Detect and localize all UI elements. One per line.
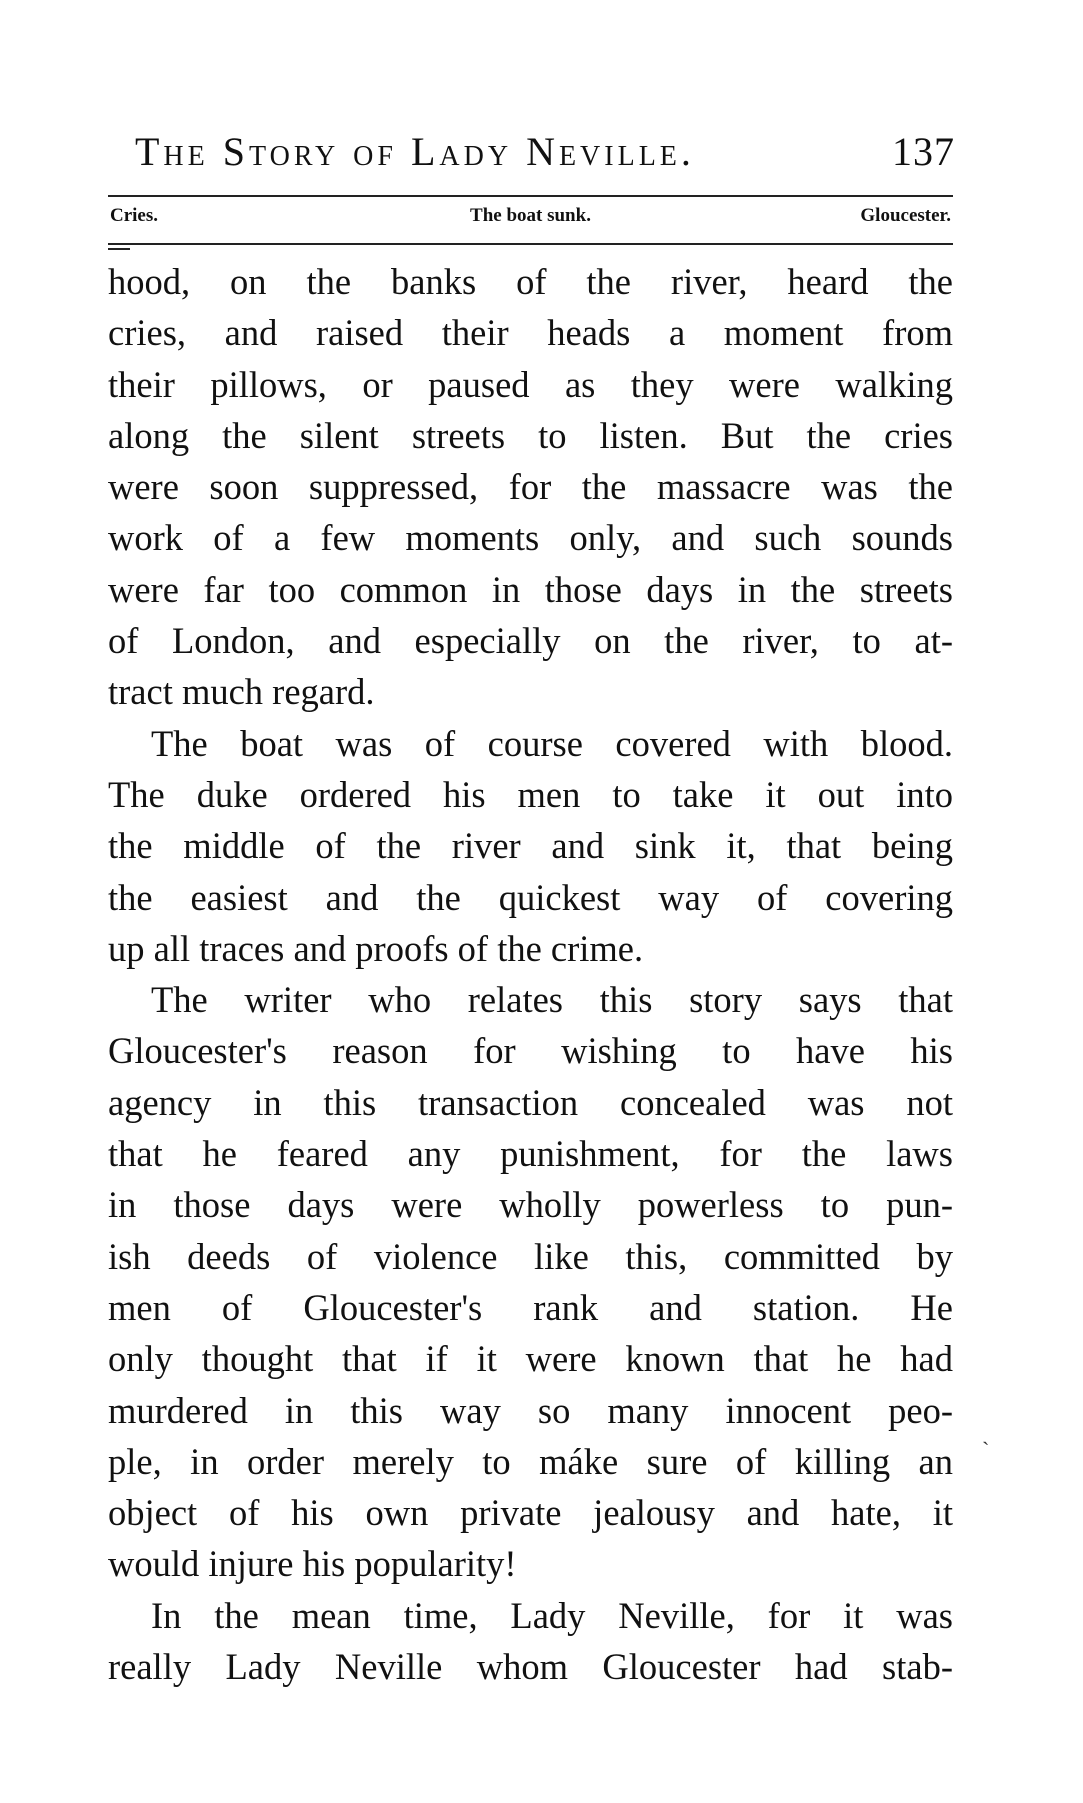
running-head	[135, 128, 955, 178]
text-line: Gloucester's reason for wishing to have his	[108, 1030, 953, 1072]
text-line: tract much regard.	[108, 671, 375, 713]
marginal-subheads	[108, 205, 953, 235]
text-line: that he feared any punishment, for the laws	[108, 1133, 953, 1175]
subhead-left: Cries.	[110, 205, 159, 226]
page-number: 137	[892, 129, 955, 174]
text-line: of London, and especially on the river, to at-	[108, 620, 953, 662]
text-line: object of his own private jealousy and hate, it	[108, 1492, 953, 1534]
text-line: would injure his popularity!	[108, 1543, 517, 1585]
rule-stub	[108, 248, 130, 250]
text-line: agency in this transaction concealed was not	[108, 1081, 953, 1123]
text-line: up all traces and proofs of the crime.	[108, 927, 644, 969]
text-line: were far too common in those days in the streets	[108, 568, 953, 610]
text-line: men of Gloucester's rank and station. He	[108, 1286, 953, 1328]
text-line: cries, and raised their heads a moment from	[108, 312, 953, 354]
text-line: in those days were wholly powerless to pun-	[108, 1184, 953, 1226]
text-line: ple, in order merely to máke sure of killing an	[108, 1440, 953, 1482]
subhead-right: Gloucester.	[860, 205, 951, 226]
body-text	[108, 256, 953, 1692]
top-rule	[108, 195, 953, 197]
text-line: were soon suppressed, for the massacre was the	[108, 466, 953, 508]
text-line: hood, on the banks of the river, heard the	[108, 261, 953, 302]
text-line: The duke ordered his men to take it out into	[108, 773, 953, 815]
paragraph-first-line: In the mean time, Lady Neville, for it was	[151, 1594, 953, 1636]
text-line: the easiest and the quickest way of covering	[108, 876, 953, 918]
bottom-rule	[108, 243, 953, 245]
text-line: the middle of the river and sink it, that being	[108, 825, 953, 867]
paragraph-first-line: The writer who relates this story says that	[151, 979, 953, 1021]
subhead-center: The boat sunk.	[470, 205, 591, 226]
text-line: only thought that if it were known that he had	[108, 1338, 953, 1380]
text-line: really Lady Neville whom Gloucester had stab-	[108, 1646, 953, 1688]
text-line: along the silent streets to listen. But the cries	[108, 414, 953, 456]
text-line: ish deeds of violence like this, committed by	[108, 1235, 953, 1277]
text-line: their pillows, or paused as they were walking	[108, 363, 953, 405]
paragraph-first-line: The boat was of course covered with blood.	[151, 722, 953, 764]
ink-speck: ˏ	[982, 1420, 990, 1445]
text-line: work of a few moments only, and such sounds	[108, 517, 953, 559]
text-line: murdered in this way so many innocent peo-	[108, 1389, 953, 1431]
running-title: The Story of Lady Neville.	[135, 129, 695, 174]
